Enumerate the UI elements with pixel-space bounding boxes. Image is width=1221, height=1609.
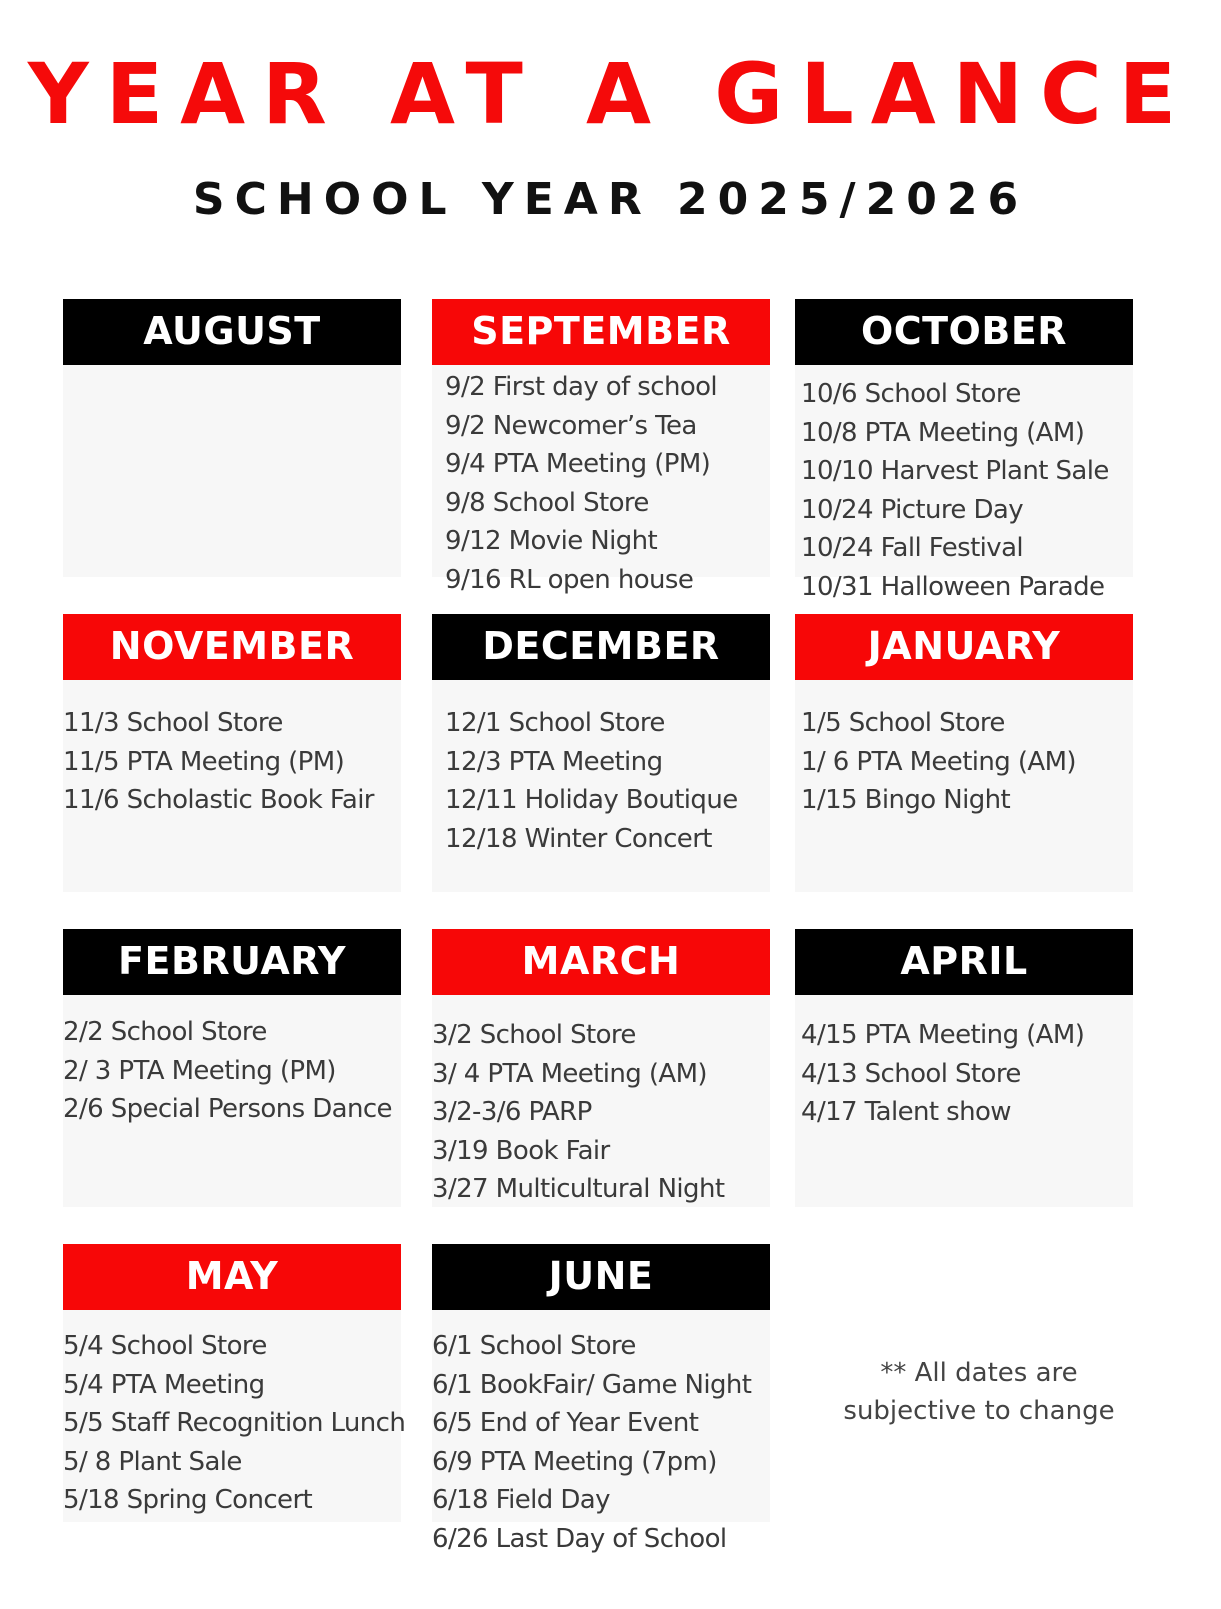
event-list — [801, 375, 1109, 606]
event-item: 12/11 Holiday Boutique — [445, 785, 738, 815]
event-list — [432, 1327, 751, 1558]
event-item: 4/15 PTA Meeting (AM) — [801, 1020, 1085, 1050]
event-item: 3/19 Book Fair — [432, 1135, 610, 1166]
event-item: 10/24 Fall Festival — [801, 533, 1024, 563]
event-item: 10/8 PTA Meeting (AM) — [801, 417, 1085, 448]
event-item: 2/2 School Store — [63, 1017, 267, 1047]
event-item: 10/10 Harvest Plant Sale — [801, 456, 1109, 486]
event-item: 5/4 PTA Meeting — [63, 1369, 265, 1400]
month-header: MAY — [63, 1244, 401, 1310]
event-item: 6/5 End of Year Event — [432, 1408, 699, 1438]
month-header: DECEMBER — [432, 614, 770, 680]
event-item: 1/5 School Store — [801, 708, 1005, 738]
event-item: 12/1 School Store — [445, 708, 665, 738]
month-body — [63, 365, 401, 577]
event-item: 11/6 Scholastic Book Fair — [63, 785, 374, 815]
month-header: JUNE — [432, 1244, 770, 1310]
event-item: 6/1 BookFair/ Game Night — [432, 1369, 752, 1400]
event-item: 6/1 School Store — [432, 1331, 636, 1361]
event-item: 2/ 3 PTA Meeting (PM) — [63, 1055, 336, 1086]
event-list — [445, 704, 738, 858]
event-list — [432, 1016, 724, 1209]
disclaimer-line-1: ** All dates are — [880, 1358, 1078, 1388]
event-item: 12/18 Winter Concert — [445, 823, 712, 854]
month-header: FEBRUARY — [63, 929, 401, 995]
event-item: 3/ 4 PTA Meeting (AM) — [432, 1058, 707, 1089]
event-item: 4/13 School Store — [801, 1058, 1021, 1089]
event-item: 2/6 Special Persons Dance — [63, 1094, 392, 1124]
event-item: 9/4 PTA Meeting (PM) — [445, 449, 711, 479]
event-item: 9/2 Newcomer’s Tea — [445, 410, 697, 441]
event-item: 9/16 RL open house — [445, 564, 694, 595]
event-item: 1/ 6 PTA Meeting (AM) — [801, 746, 1076, 777]
event-item: 10/6 School Store — [801, 379, 1021, 409]
event-item: 6/18 Field Day — [432, 1485, 610, 1515]
month-header: JANUARY — [795, 614, 1133, 680]
event-item: 3/2 School Store — [432, 1020, 636, 1050]
event-list — [63, 1013, 392, 1129]
event-list — [63, 704, 374, 820]
event-item: 4/17 Talent show — [801, 1097, 1011, 1127]
disclaimer-line-2: subjective to change — [843, 1396, 1115, 1426]
event-item: 6/26 Last Day of School — [432, 1523, 727, 1554]
event-item: 3/2-3/6 PARP — [432, 1097, 592, 1127]
month-header: APRIL — [795, 929, 1133, 995]
event-item: 11/5 PTA Meeting (PM) — [63, 746, 345, 777]
event-item: 9/12 Movie Night — [445, 526, 658, 556]
event-item: 5/18 Spring Concert — [63, 1485, 313, 1515]
month-header: MARCH — [432, 929, 770, 995]
event-list — [63, 1327, 405, 1520]
event-item: 10/31 Halloween Parade — [801, 571, 1105, 602]
event-list — [445, 368, 717, 599]
event-list — [801, 704, 1076, 820]
event-item: 12/3 PTA Meeting — [445, 746, 663, 777]
month-header: AUGUST — [63, 299, 401, 365]
event-list — [801, 1016, 1084, 1132]
event-item: 5/4 School Store — [63, 1331, 267, 1361]
disclaimer-note — [808, 1354, 1150, 1430]
event-item: 5/ 8 Plant Sale — [63, 1446, 242, 1477]
month-header: OCTOBER — [795, 299, 1133, 365]
event-item: 6/9 PTA Meeting (7pm) — [432, 1446, 717, 1477]
event-item: 3/27 Multicultural Night — [432, 1174, 725, 1204]
month-header: SEPTEMBER — [432, 299, 770, 365]
event-item: 9/2 First day of school — [445, 372, 718, 402]
event-item: 5/5 Staff Recognition Lunch — [63, 1408, 406, 1438]
month-header: NOVEMBER — [63, 614, 401, 680]
page-title: YEAR AT A GLANCE — [27, 45, 1194, 143]
event-item: 9/8 School Store — [445, 487, 649, 518]
page-subtitle: SCHOOL YEAR 2025/2026 — [192, 174, 1029, 225]
event-item: 11/3 School Store — [63, 708, 283, 738]
event-item: 1/15 Bingo Night — [801, 785, 1011, 815]
event-item: 10/24 Picture Day — [801, 494, 1024, 525]
